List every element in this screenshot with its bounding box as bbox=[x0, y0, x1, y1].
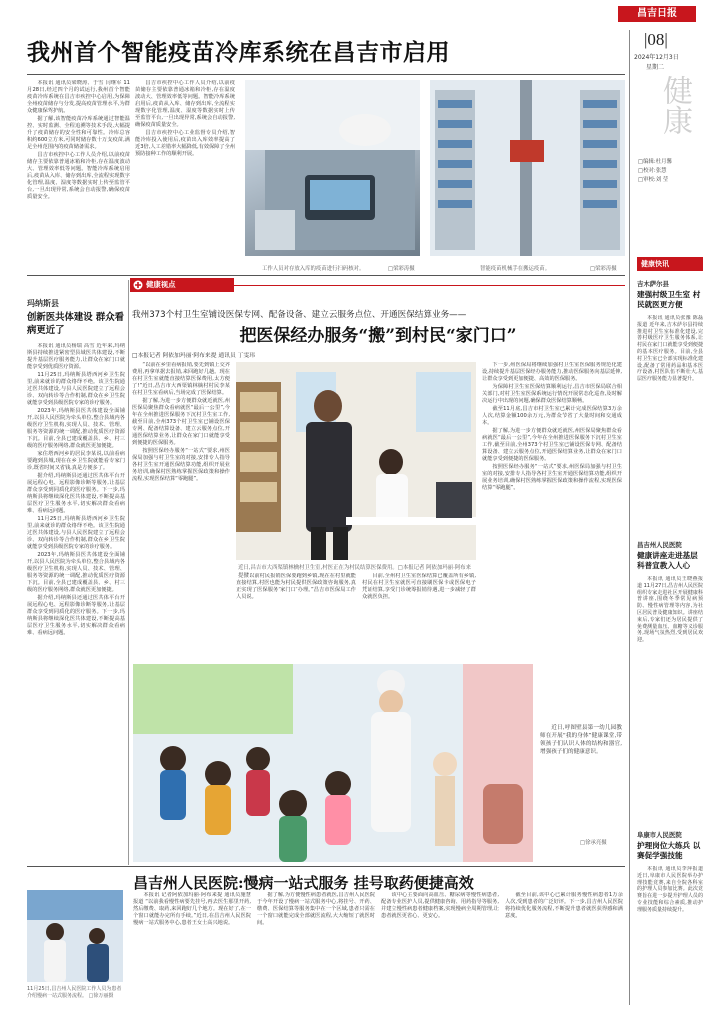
vaccine-scan-photo bbox=[245, 80, 420, 256]
feature-body-col4: 下一步,州医保局将继续加强村卫生室医保服务规范化建设,持续提升基层医保经办服务能力,推动医保服务向基层延伸,让群众享受到更加便捷、高效的医保服务。 为保障村卫生室医保结算顺利运行,昌吉市医保局联合相关部门,对村卫生室医保系统运行情况开展常态化巡查,及时解决运行中出现的问题,确保群众医保结算顺畅。 截至11月底,昌吉市村卫生室已累计完成医保结算3万余人次,结算金额100余万元,为群众节省了大量时间和交通成本。 据了解,为进一步方便群众就近就医,州医保局聚焦群众看病就医“最后一公里”,今年在全州推进医保服务下沉村卫生室工作,截至目前,全州373个村卫生室已铺设医保专网、配备结算设备、建立云服务点位,开通医保结算业务,让群众在家门口就能享受到便捷的医保服务。 按照医保经办服务“一站式”要求,州医保局加强与村卫生室的对接,安排专人指导各村卫生室开通医保结算功能,组织开展业务培训,确保村医熟练掌握医保政策和操作流程,实现医保结算“零跑腿”。 bbox=[482, 362, 622, 491]
vaccine-robot-photo bbox=[430, 80, 625, 256]
issue-date: 2024年12月3日 bbox=[634, 54, 679, 61]
feature-body-col3: 目前,全州村卫生室医保结算已覆盖所有乡镇,村民在村卫生室就医可直接刷医保卡或医保电子凭证结算,享受门诊统筹报销待遇,进一步减轻了群众就医负担。 bbox=[362, 573, 476, 600]
feature-body-col2: “以前村民报销医保要跑到乡镇,现在在村里就能直接结算,村医也能为村民提供医保政策咨询服务,真正实现了医保服务‘家门口’办理。”昌吉市医保局工作人员说。 bbox=[236, 573, 356, 600]
vaccine-scan-illustration bbox=[245, 80, 420, 256]
lead-body-col1: 本报讯 通讯员梁晓涛、于雪 闫继军 11月28日,经过四个月的试运行,我州首个智能疫苗冷库系统在昌吉市疾控中心启用,为保障全州疫苗储存与分发,提高疫苗管理水平,为群众健康保驾护航。 据了解,该智能疫苗冷库系统通过智能温控、实时监测、全程追溯等技术手段,大幅提升了疫苗储存的安全性和可靠性。冷库总容积约600立方米,可同时储存数十万支疫苗,满足全州范围内的疫苗储备需求。 昌吉市疾控中心工作人员介绍,以前疫苗储存主要依靠普通冰箱和冷柜,存在温度波动大、管理效率低等问题。智能冷库系统启用后,疫苗从入库、储存到出库,全流程实现数字化管理,温度、湿度等数据实时上传至监管平台,一旦出现异常,系统会自动报警,确保疫苗质量安全。 bbox=[27, 80, 130, 200]
feature-photo-caption: 近日,昌吉市大西渠镇林檎村卫生室,村医正在为村民结算医保费用。□本报记者 阿依加玛丽·阿布来提摄 bbox=[238, 565, 471, 579]
vaccine-robot-credit: □梁彩涛摄 bbox=[590, 266, 617, 272]
left-column-divider bbox=[128, 280, 129, 865]
vaccine-scan-caption: 工作人员对存放入库的疫苗进行扫码核对。 bbox=[262, 266, 365, 272]
lead-headline: 我州首个智能疫苗冷库系统在昌吉市启用 bbox=[27, 39, 450, 66]
side-news-title: 护理岗位大练兵 以赛促学强技能 bbox=[637, 841, 701, 860]
side-news-source: 昌吉州人民医院 bbox=[637, 541, 682, 549]
side-news-body: 本报讯 通讯员张豫 陈磊报道 近年来,吉木萨尔县持续推进村卫生室标准化建设,完善村级医疗卫生服务体系,让村民在家门口就能享受到便捷的基本医疗服务。目前,全县村卫生室已全部实现标准化建设,配备了常用药品和基本医疗设备,村医队伍不断壮大,基层医疗服务能力显著提升。 bbox=[637, 315, 703, 383]
health-news-header: 健康快讯 bbox=[637, 257, 703, 271]
kids-photo-credit: □徐承亮摄 bbox=[580, 840, 607, 846]
kids-photo-caption: 近日,呼图壁县第一幼儿园教师在开展“我的身体”健康课堂,带领孩子们认识人体的结构和器官,增强孩子们的健康意识。 bbox=[540, 725, 622, 755]
hospital-photo-caption: 11月25日,昌吉州人民医院工作人员为患者介绍慢病一站式服务流程。 □徐万丽摄 bbox=[27, 986, 122, 999]
sidebar-divider bbox=[629, 30, 630, 1005]
classroom-illustration bbox=[133, 664, 533, 862]
issue-weekday: 星期二 bbox=[646, 64, 665, 71]
vaccine-scan-credit: □梁彩涛摄 bbox=[388, 266, 415, 272]
hospital-counter-illustration bbox=[27, 890, 123, 982]
left-story-title: 创新医共体建设 群众看病更近了 bbox=[27, 312, 125, 336]
kids-health-class-photo bbox=[133, 664, 533, 862]
editor-list bbox=[638, 158, 672, 185]
vaccine-robot-caption: 智能疫苗机械手在搬运疫苗。 bbox=[480, 266, 551, 272]
side-news-title: 健康讲座走进基层 科普宣教入人心 bbox=[637, 551, 698, 570]
side-news-title: 建强村级卫生室 村民就医更方便 bbox=[637, 290, 701, 309]
side-news-source: 阜康市人民医院 bbox=[637, 831, 682, 839]
feature-body-col1: “以前在乡里看病报销,要先到镇上交齐费用,再拿单据去报销,来回跑好几趟。现在在村卫生室就能直接结算医保费用,太方便了!”近日,昌吉市大西渠镇林檎村村民李某在村卫生室看病后,当场完成了医保结算。 据了解,为进一步方便群众就近就医,州医保局聚焦群众看病就医“最后一公里”,今年在全州推进医保服务下沉村卫生室工作,截至目前,全州373个村卫生室已铺设医保专网、配备结算设备、建立云服务点位,开通医保结算业务,让群众在家门口就能享受到便捷的医保服务。 按照医保经办服务“一站式”要求,州医保局加强与村卫生室的对接,安排专人指导各村卫生室开通医保结算功能,组织开展业务培训,确保村医熟练掌握医保政策和操作流程,实现医保结算“零跑腿”。 bbox=[132, 362, 230, 482]
editor-line: □审校:刘 莹 bbox=[638, 177, 669, 183]
bottom-body-col4: 截至目前,该中心已累计服务慢性病患者1万余人次,受到患者的广泛好评。下一步,昌吉州人民医院将持续优化服务流程,不断提升患者就医获得感和满意度。 bbox=[505, 892, 623, 919]
newspaper-logo: 昌吉日报 bbox=[618, 6, 696, 22]
side-news-source: 吉木萨尔县 bbox=[637, 280, 669, 288]
feature-byline: □本报记者 阿依加玛丽·阿布来提 通讯员 丁雯玮 bbox=[132, 353, 255, 359]
section-label: 健康视点 bbox=[130, 278, 234, 292]
headline-rule bbox=[27, 74, 625, 75]
lead-body-col2: 昌吉市疾控中心工作人员介绍,以前疫苗储存主要依靠普通冰箱和冷柜,存在温度波动大、管理效率低等问题。智能冷库系统启用后,疫苗从入库、储存到出库,全流程实现数字化管理,温度、湿度等数据实时上传至监管平台,一旦出现异常,系统会自动报警,确保疫苗质量安全。 昌吉市疾控中心工业监督专员介绍,智能冷库投入使用后,疫苗出入库效率提高了近3倍,人工差错率大幅降低,有效保障了全州预防接种工作的顺利开展。 bbox=[135, 80, 235, 157]
left-story-source: 玛纳斯县 bbox=[27, 299, 59, 308]
side-news-body: 本报讯 通讯员李萍报道 近日,阜康市人民医院举办护理技能竞赛,来自全院各科室的护理人员参加比赛。此次竞赛旨在进一步提升护理人员的专业技能和综合素质,推动护理服务质量持续提升。 bbox=[637, 866, 703, 913]
lead-bottom-rule bbox=[27, 275, 625, 276]
cold-storage-illustration bbox=[430, 80, 625, 256]
feature-headline: 把医保经办服务“搬”到村民“家门口” bbox=[239, 326, 517, 346]
bottom-body-col3: 该中心主要面向高血压、糖尿病等慢性病患者,配备专业医护人员,提供健康咨询、用药指导等服务,并建立慢性病患者健康档案,实现慢病全周期管理,让患者就医更省心、更安心。 bbox=[381, 892, 499, 919]
feature-subhead: 我州373个村卫生室铺设医保专网、配备设备、建立云服务点位、开通医保结算业务—— bbox=[132, 310, 467, 320]
bottom-section-rule bbox=[27, 866, 625, 867]
side-news-body: 本报讯 通讯员王晓燕报道 11月27日,昌吉州人民医院组织专家走进社区开展健康科普讲座,围绕冬季常见病预防、慢性病管理等内容,为社区居民普及健康知识。讲座结束后,专家们还为居民提供了免费测量血压、血糖等义诊服务,现场气氛热烈,受到居民欢迎。 bbox=[637, 576, 703, 644]
section-title-vertical: 健康 bbox=[657, 75, 692, 135]
feature-photo bbox=[236, 362, 476, 560]
left-story-body: 本报讯 通讯员杨瑞 高雪 近年来,玛纳斯县持续推进紧密型县域医共体建设,不断提升基层医疗服务能力,让群众在家门口就能享受到优质医疗资源。 11月25日,玛纳斯县塔西河乡卫生院里,前来就诊的群众络绎不绝。该卫生院通过医共体建设,与县人民医院建立了远程会诊、双向转诊等合作机制,群众在乡卫生院就能享受到县级医院专家的诊疗服务。 2023年,玛纳斯县医共体建设全面铺开,以县人民医院为牵头单位,整合县域内各级医疗卫生机构,实现人员、技术、管理、服务等资源的统一调配,推动优质医疗资源下沉。目前,全县已建成覆盖县、乡、村三级的医疗服务网络,群众就医更加便捷。 家住塔西河乡的居民李某说,以前看病要跑到县城,现在在乡卫生院就能看专家门诊,既省时间又省钱,真是方便多了。 据介绍,玛纳斯县还通过医共体平台开展远程心电、远程影像诊断等服务,让基层群众享受到同质化的医疗服务。下一步,玛纳斯县将继续深化医共体建设,不断提高基层医疗卫生服务水平,切实解决群众看病难、看病远问题。 11月25日,玛纳斯县塔西河乡卫生院里,前来就诊的群众络绎不绝。该卫生院通过医共体建设,与县人民医院建立了远程会诊、双向转诊等合作机制,群众在乡卫生院就能享受到县级医院专家的诊疗服务。 2023年,玛纳斯县医共体建设全面铺开,以县人民医院为牵头单位,整合县域内各级医疗卫生机构,实现人员、技术、管理、服务等资源的统一调配,推动优质医疗资源下沉。目前,全县已建成覆盖县、乡、村三级的医疗服务网络,群众就医更加便捷。 据介绍,玛纳斯县还通过医共体平台开展远程心电、远程影像诊断等服务,让基层群众享受到同质化的医疗服务。下一步,玛纳斯县将继续深化医共体建设,不断提高基层医疗卫生服务水平,切实解决群众看病难、看病远问题。 bbox=[27, 343, 125, 636]
editor-line: □校对:张慧 bbox=[638, 168, 667, 174]
bottom-body-col2: 据了解,为方便慢性病患者就医,昌吉州人民医院于今年开设了慢病一站式服务中心,将挂号、开药、缴费、医保结算等服务集中在一个区域,患者只需在一个窗口就能完成全部就医流程,大大缩短了就医时间。 bbox=[257, 892, 375, 926]
page-number: |08| bbox=[644, 30, 668, 49]
bottom-body-col1: 本报讯 记者阿依加玛丽·阿布来提 通讯员施慧报道 “以前我看慢性病要先挂号,再去医生那里开药,然后缴费、取药,来回跑好几个地方。现在好了,在一个窗口就能办完所有手续。”近日,在昌吉州人民医院慢病一站式服务中心,患者王女士高兴地说。 bbox=[133, 892, 251, 926]
section-badge-icon bbox=[133, 280, 143, 290]
editor-line: □编辑:杜月馨 bbox=[638, 159, 672, 165]
bottom-headline: 昌吉州人民医院:慢病一站式服务 挂号取药便捷高效 bbox=[133, 874, 474, 892]
clinic-desk-illustration bbox=[236, 362, 476, 560]
section-label-rule bbox=[234, 285, 625, 286]
hospital-service-photo bbox=[27, 890, 123, 982]
